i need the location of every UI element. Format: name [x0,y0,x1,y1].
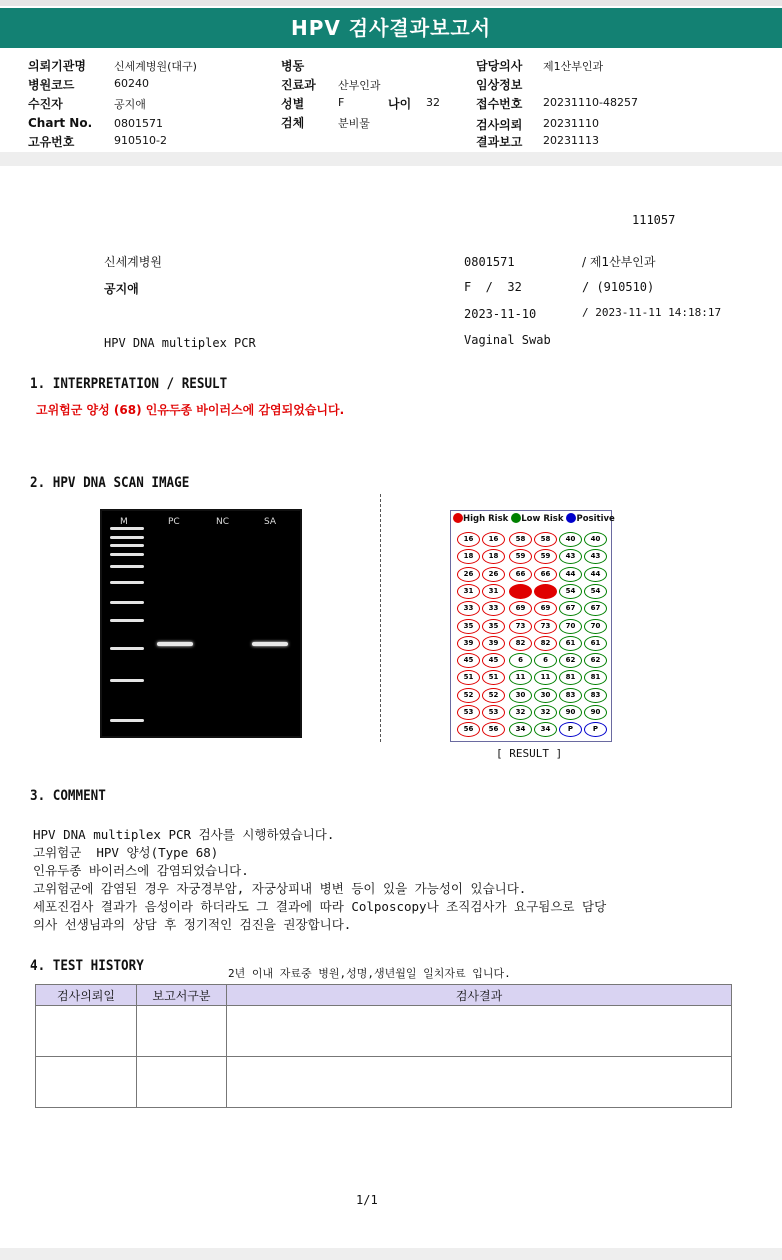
hpv-type-cell: 18 [457,549,480,564]
page-number: 1/1 [356,1193,378,1207]
section-scan-image-title: 2. HPV DNA SCAN IMAGE [30,475,190,491]
hpv-type-cell: 54 [559,584,582,599]
label-doctor: 담당의사 [476,59,523,73]
hpv-type-cell: 35 [457,619,480,634]
hpv-type-cell: 59 [509,549,532,564]
hpv-type-cell: 70 [559,619,582,634]
hpv-type-cell: 43 [559,549,582,564]
hpv-type-cell: 66 [534,567,557,582]
hpv-type-cell: 18 [482,549,505,564]
top-border [0,0,782,6]
history-note: 2년 이내 자료중 병원,성명,생년월일 일치자료 입니다. [228,967,511,980]
comment-line: 인유두종 바이러스에 감염되었습니다. [33,863,249,878]
positive-type-cell: 68 [534,584,557,599]
value-receipt-no: 20231110-48257 [543,96,638,109]
hpv-type-cell: 31 [457,584,480,599]
hpv-type-cell: 54 [584,584,607,599]
hpv-type-cell: 53 [482,705,505,720]
value-sex: F [338,96,345,109]
ladder-band [110,647,144,650]
label-clinical-info: 임상정보 [476,78,523,92]
header-separator [0,152,782,166]
legend-high: High Risk [463,514,509,524]
hpv-type-cell: 62 [584,653,607,668]
hpv-type-cell: 56 [482,722,505,737]
hpv-type-cell: 90 [584,705,607,720]
table-cell [227,1006,732,1057]
hpv-type-cell: 40 [584,532,607,547]
value-chart-no: 0801571 [114,117,163,130]
hpv-type-grid [450,510,615,742]
ladder-band [110,601,144,604]
report-sex-age: F / 32 [464,280,522,294]
ladder-band [110,619,144,622]
hpv-type-cell: 33 [482,601,505,616]
report-title: HPV 검사결과보고서 [0,8,782,48]
value-institution: 신세계병원(대구) [114,60,197,73]
hpv-type-cell: 30 [509,688,532,703]
hpv-type-cell: 82 [509,636,532,651]
hpv-type-cell: 52 [457,688,480,703]
report-hospital: 신세계병원 [104,255,162,269]
report-time: / 2023-11-11 14:18:17 [582,306,722,319]
hpv-type-cell: 61 [584,636,607,651]
table-cell [137,1057,227,1108]
lane-label-sa: SA [264,517,277,527]
hpv-type-cell: 52 [482,688,505,703]
hpv-type-cell: 66 [509,567,532,582]
label-receipt-no: 접수번호 [476,97,523,111]
label-unique-no: 고유번호 [28,135,75,149]
label-hospital-code: 병원코드 [28,78,75,92]
comment-line: 고위험군에 감염된 경우 자궁경부암, 자궁상피내 병변 등이 있을 가능성이 있습니다. [33,881,527,896]
ladder-band [110,719,144,722]
ladder-band [110,565,144,568]
legend-low: Low Risk [521,514,564,524]
lane-label-nc: NC [216,517,230,527]
ladder-band [110,679,144,682]
value-unique-no: 910510-2 [114,134,167,147]
value-patient: 공지애 [114,98,146,111]
col-header-request-date: 검사의뢰일 [36,985,137,1006]
hpv-type-cell: 44 [584,567,607,582]
comment-text [33,826,606,934]
label-institution: 의뢰기관명 [28,59,86,73]
col-header-result: 검사결과 [227,985,732,1006]
hpv-type-cell: 31 [482,584,505,599]
comment-line: 고위험군 HPV 양성(Type 68) [33,845,219,860]
label-department: 진료과 [281,78,316,92]
report-dob: / (910510) [582,280,655,294]
lane-label-pc: PC [168,517,180,527]
section-comment-title: 3. COMMENT [30,788,106,804]
test-history-table [35,984,732,1108]
hpv-type-cell: 6 [509,653,532,668]
label-sex: 성별 [281,97,305,111]
ladder-band [110,553,144,556]
comment-line: 세포진검사 결과가 음성이라 하더라도 그 결과에 따라 Colposcopy나 조직검사가 요구됨으로 담당 [33,899,607,914]
hpv-type-cell: P [584,722,607,737]
legend-positive: Positive [576,514,615,524]
hpv-type-cell: 62 [559,653,582,668]
hpv-type-cell: 32 [534,705,557,720]
label-request-date: 검사의뢰 [476,118,523,132]
hpv-type-cell: 43 [584,549,607,564]
hpv-type-cell: 26 [457,567,480,582]
hpv-type-cell: 67 [584,601,607,616]
label-ward: 병동 [281,59,305,73]
col-header-report-type: 보고서구분 [137,985,227,1006]
hpv-type-cell: 58 [534,532,557,547]
label-patient: 수진자 [28,97,63,111]
ladder-band [110,536,144,539]
hpv-type-cell: 39 [482,636,505,651]
table-cell [137,1006,227,1057]
hpv-type-cell: 51 [482,670,505,685]
hpv-type-cell: 34 [534,722,557,737]
hpv-type-cell: 83 [559,688,582,703]
report-request-date: 2023-11-10 [464,307,537,321]
table-cell [227,1057,732,1108]
section-interpretation-title: 1. INTERPRETATION / RESULT [30,376,228,392]
value-doctor: 제1산부인과 [543,60,604,73]
report-dept: / 제1산부인과 [582,255,656,269]
table-cell [36,1057,137,1108]
bottom-border [0,1248,782,1260]
hpv-type-cell: 6 [534,653,557,668]
table-row [36,1057,732,1108]
hpv-type-cell: 69 [509,601,532,616]
hpv-type-cell: 32 [509,705,532,720]
ladder-band [110,581,144,584]
report-specimen: Vaginal Swab [464,333,551,347]
hpv-type-cell: 51 [457,670,480,685]
hpv-type-cell: 53 [457,705,480,720]
document-number: 111057 [632,213,676,227]
hpv-type-cell: 61 [559,636,582,651]
gel-image [100,509,302,738]
hpv-type-cell: 81 [559,670,582,685]
hpv-type-cell: 35 [482,619,505,634]
hpv-type-cell: 45 [457,653,480,668]
table-row [36,1006,732,1057]
comment-line: HPV DNA multiplex PCR 검사를 시행하였습니다. [33,827,335,842]
hpv-type-cell: 81 [584,670,607,685]
report-patient-name: 공지애 [104,282,139,296]
low-risk-dot-icon [511,513,521,523]
hpv-type-cell: 26 [482,567,505,582]
grid-legend [453,513,615,527]
label-specimen: 검체 [281,116,305,130]
label-report-date: 결과보고 [476,135,523,149]
hpv-type-cell: 73 [509,619,532,634]
positive-type-cell: 68 [509,584,532,599]
hpv-type-cell: 67 [559,601,582,616]
value-hospital-code: 60240 [114,77,149,90]
value-report-date: 20231113 [543,134,599,147]
hpv-type-cell: 44 [559,567,582,582]
pc-band [157,642,193,646]
hpv-type-cell: 69 [534,601,557,616]
hpv-type-cell: 58 [509,532,532,547]
hpv-type-cell: 73 [534,619,557,634]
hpv-type-cell: 40 [559,532,582,547]
hpv-type-cell: 30 [534,688,557,703]
value-department: 산부인과 [338,79,381,92]
hpv-type-cell: 70 [584,619,607,634]
divider-dashed [380,494,381,742]
hpv-type-cell: 16 [482,532,505,547]
hpv-type-cell: 11 [534,670,557,685]
value-specimen: 분비물 [338,117,370,130]
label-age: 나이 [388,97,412,111]
section-test-history-title: 4. TEST HISTORY [30,958,144,974]
table-cell [36,1006,137,1057]
hpv-type-cell: P [559,722,582,737]
report-test-name: HPV DNA multiplex PCR [104,336,256,350]
comment-line: 의사 선생님과의 상담 후 정기적인 검진을 권장합니다. [33,917,352,932]
hpv-type-cell: 16 [457,532,480,547]
sa-band [252,642,288,646]
ladder-band [110,544,144,547]
ladder-band [110,527,144,530]
value-age: 32 [426,96,440,109]
result-caption: [ RESULT ] [496,747,563,760]
hpv-type-cell: 39 [457,636,480,651]
lane-label-m: M [120,517,128,527]
result-text: 고위험군 양성 (68) 인유두종 바이러스에 감염되었습니다. [36,403,345,417]
high-risk-dot-icon [453,513,463,523]
report-chart-no: 0801571 [464,255,515,269]
hpv-type-cell: 11 [509,670,532,685]
hpv-type-cell: 33 [457,601,480,616]
hpv-type-cell: 45 [482,653,505,668]
hpv-type-cell: 90 [559,705,582,720]
hpv-type-cell: 82 [534,636,557,651]
value-request-date: 20231110 [543,117,599,130]
hpv-type-cell: 59 [534,549,557,564]
label-chart-no: Chart No. [28,116,93,130]
positive-dot-icon [566,513,576,523]
hpv-type-cell: 34 [509,722,532,737]
hpv-type-cell: 83 [584,688,607,703]
hpv-type-cell: 56 [457,722,480,737]
